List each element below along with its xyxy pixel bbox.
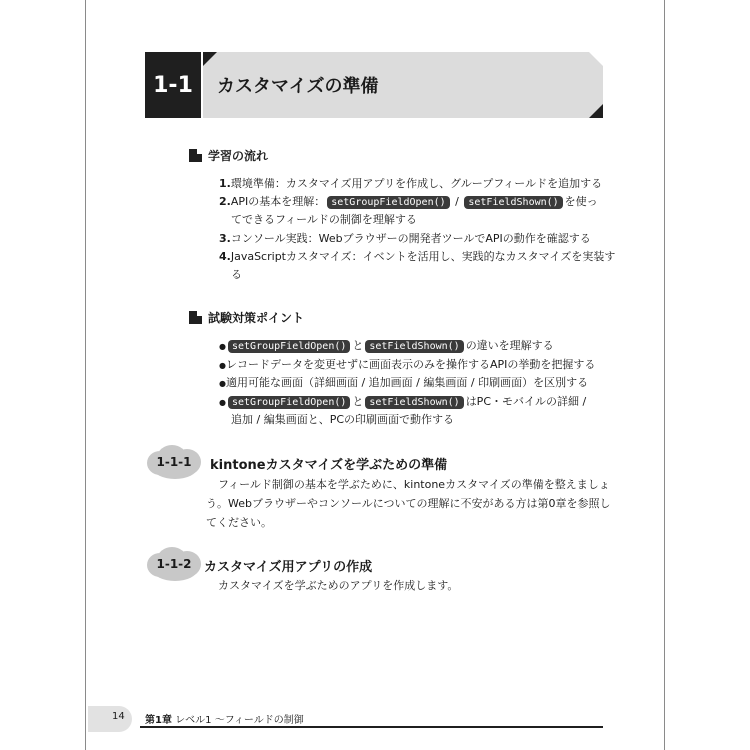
exam-item-text: の違いを理解する [465,339,554,352]
footer-rule [140,726,603,728]
exam-item [219,376,588,391]
exam-item [219,339,554,354]
corner-decoration [589,104,603,118]
flow-item-text: 環境準備：カスタマイズ用アプリを作成し、グループフィールドを追加する [230,177,603,190]
code-snippet: setGroupFieldOpen() [228,340,350,353]
exam-item-text: と [352,395,364,408]
bullet-icon: ● [219,342,226,351]
code-snippet: setGroupFieldOpen() [327,196,449,209]
exam-item-continuation: 追加 / 編集画面と、PCの印刷画面で動作する [231,413,455,426]
flow-item-number: 3. [219,232,231,245]
square-bullet-icon [189,311,202,324]
flow-item-number: 1. [219,177,231,190]
subsection-title: kintoneカスタマイズを学ぶための準備 [210,458,448,473]
flow-item-continuation: る [231,268,242,281]
exam-item-text: レコードデータを変更せずに画面表示のみを操作するAPIの挙動を把握する [225,358,596,371]
corner-decoration [589,52,603,66]
square-bullet-icon [189,149,202,162]
code-snippet: setFieldShown() [365,396,463,409]
code-snippet: setFieldShown() [365,340,463,353]
code-snippet: setGroupFieldOpen() [228,396,350,409]
subsection-title: カスタマイズ用アプリの作成 [204,560,373,575]
flow-item [219,177,602,191]
running-footer [145,711,304,726]
subsection-badge [145,443,203,481]
chapter-label: 第1章 [145,715,172,726]
flow-item [219,195,598,209]
exam-item-text: はPC・モバイルの詳細 / [465,395,587,408]
subsection-badge [145,545,203,583]
paragraph-line: う。Webブラウザーやコンソールについての理解に不安がある方は第0章を参照し [206,497,611,510]
exam-heading-text: 試験対策ポイント [208,311,305,325]
exam-item-text: と [352,339,364,352]
paragraph-line: てください。 [206,516,272,529]
exam-heading [189,309,304,326]
exam-item-text: 適用可能な画面（詳細画面 / 追加画面 / 編集画面 / 印刷画面）を区別する [225,376,589,389]
paragraph-line: カスタマイズを学ぶためのアプリを作成します。 [218,579,459,592]
flow-item-text: コンソール実践：Webブラウザーの開発者ツールでAPIの動作を確認する [230,232,591,245]
bullet-icon: ● [219,379,226,388]
page-number-tab [88,706,132,732]
bullet-icon: ● [219,361,226,370]
exam-item [219,358,595,373]
section-header [145,52,603,118]
code-snippet: setFieldShown() [464,196,562,209]
flow-item-number: 2. [219,195,231,208]
flow-item-continuation: てできるフィールドの制御を理解する [231,213,417,226]
flow-item [219,250,615,264]
flow-heading-text: 学習の流れ [208,149,269,163]
flow-item-text: JavaScriptカスタマイズ：イベントを活用し、実践的なカスタマイズを実装す [230,250,616,263]
subsection-number: 1-1-2 [156,557,192,571]
bullet-icon: ● [219,398,226,407]
exam-item [219,395,586,410]
subsection-number: 1-1-1 [156,455,192,469]
flow-item-text: APIの基本を理解： [230,195,326,208]
section-title: カスタマイズの準備 [217,76,379,97]
flow-heading [189,147,268,164]
flow-item-number: 4. [219,250,231,263]
paragraph-line: フィールド制御の基本を学ぶために、kintoneカスタマイズの準備を整えましょ [218,478,610,491]
flow-item [219,232,591,246]
chapter-title: レベル1 〜フィールドの制御 [175,715,304,726]
section-number: 1-1 [145,52,201,118]
corner-decoration [203,52,217,66]
flow-item-text: を使っ [564,195,598,208]
separator: / [455,195,459,208]
page-number: 14 [112,711,125,722]
